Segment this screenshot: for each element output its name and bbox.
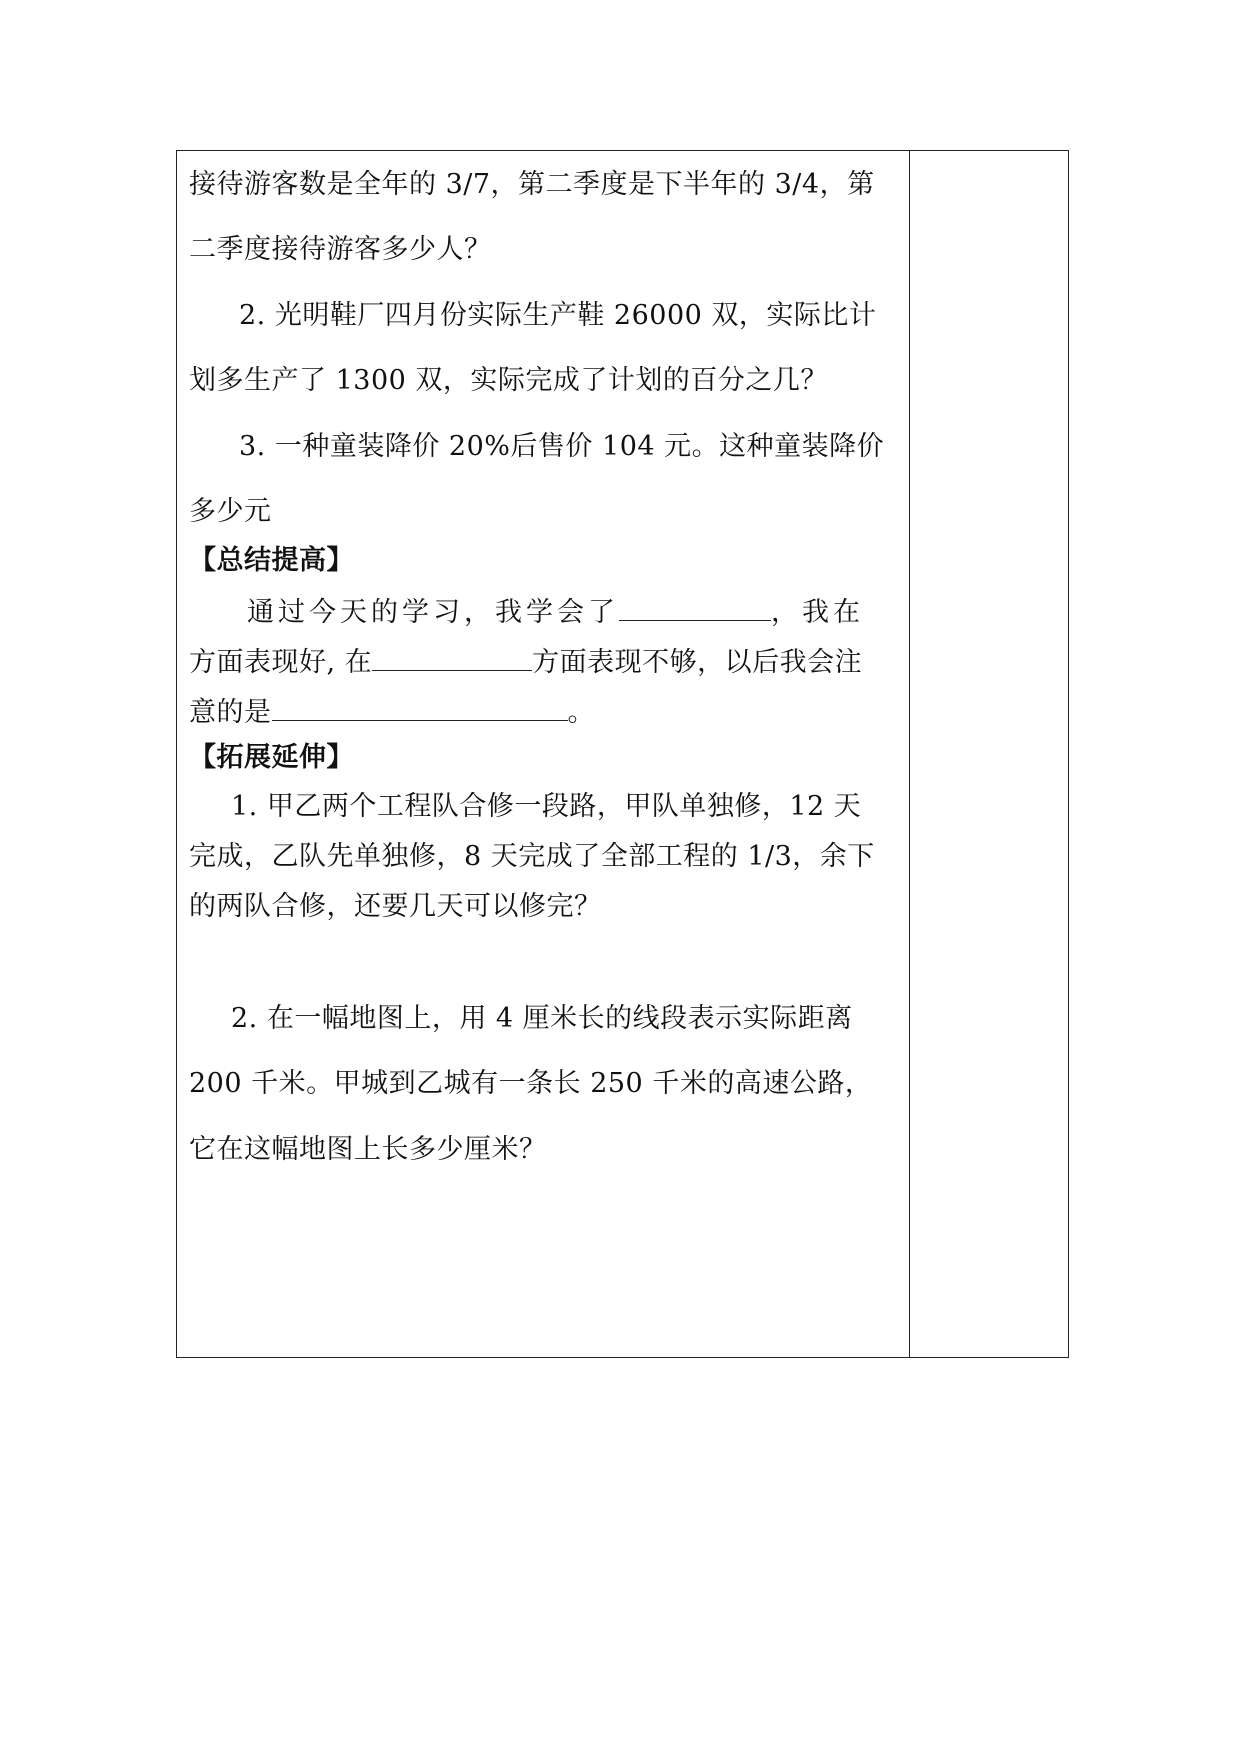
summary-line3-text-a: 意的是 [189, 697, 272, 728]
practice-q2-line2: 划多生产了 1300 双，实际完成了计划的百分之几？ [189, 365, 828, 396]
fill-blank-attention[interactable] [272, 692, 568, 721]
extension-p2-line3: 它在这幅地图上长多少厘米？ [189, 1134, 547, 1165]
extension-p1-line2: 完成，乙队先单独修，8 天完成了全部工程的 1/3，余下 [189, 841, 875, 872]
summary-heading: 【总结提高】 [189, 545, 354, 576]
summary-line2-text-b: 方面表现不够，以后我会注 [532, 647, 863, 678]
summary-line1-text-a: 通过今天的学习，我学会了 [247, 597, 619, 628]
summary-line2-text-a: 方面表现好, 在 [189, 647, 373, 678]
summary-line1 [189, 592, 903, 631]
practice-q3-line2: 多少元 [189, 496, 272, 527]
summary-line1-text-b: ，我在 [771, 597, 864, 628]
side-notes-cell [911, 151, 1068, 1357]
practice-q1-line2: 二季度接待游客多少人？ [189, 234, 492, 265]
practice-q3-line1: 3. 一种童装降价 20%后售价 104 元。这种童装降价 [239, 431, 885, 462]
main-content-cell [189, 151, 903, 1357]
summary-line2 [189, 642, 903, 681]
extension-p2-line2: 200 千米。甲城到乙城有一条长 250 千米的高速公路， [189, 1068, 873, 1099]
extension-p2-line1: 2. 在一幅地图上，用 4 厘米长的线段表示实际距离 [231, 1003, 853, 1034]
fill-blank-weakness[interactable] [372, 642, 532, 671]
fill-blank-learned[interactable] [619, 592, 771, 621]
practice-q2-line1: 2. 光明鞋厂四月份实际生产鞋 26000 双，实际比计 [239, 300, 877, 331]
extension-p1-line1: 1. 甲乙两个工程队合修一段路，甲队单独修，12 天 [231, 791, 862, 822]
summary-line3 [189, 692, 903, 731]
worksheet-table [176, 150, 1069, 1358]
extension-heading: 【拓展延伸】 [189, 742, 354, 773]
summary-line3-text-b: 。 [567, 697, 595, 728]
extension-p1-line3: 的两队合修，还要几天可以修完？ [189, 891, 602, 922]
practice-q1-line1: 接待游客数是全年的 3/7，第二季度是下半年的 3/4，第 [189, 169, 875, 200]
column-divider [909, 151, 910, 1357]
